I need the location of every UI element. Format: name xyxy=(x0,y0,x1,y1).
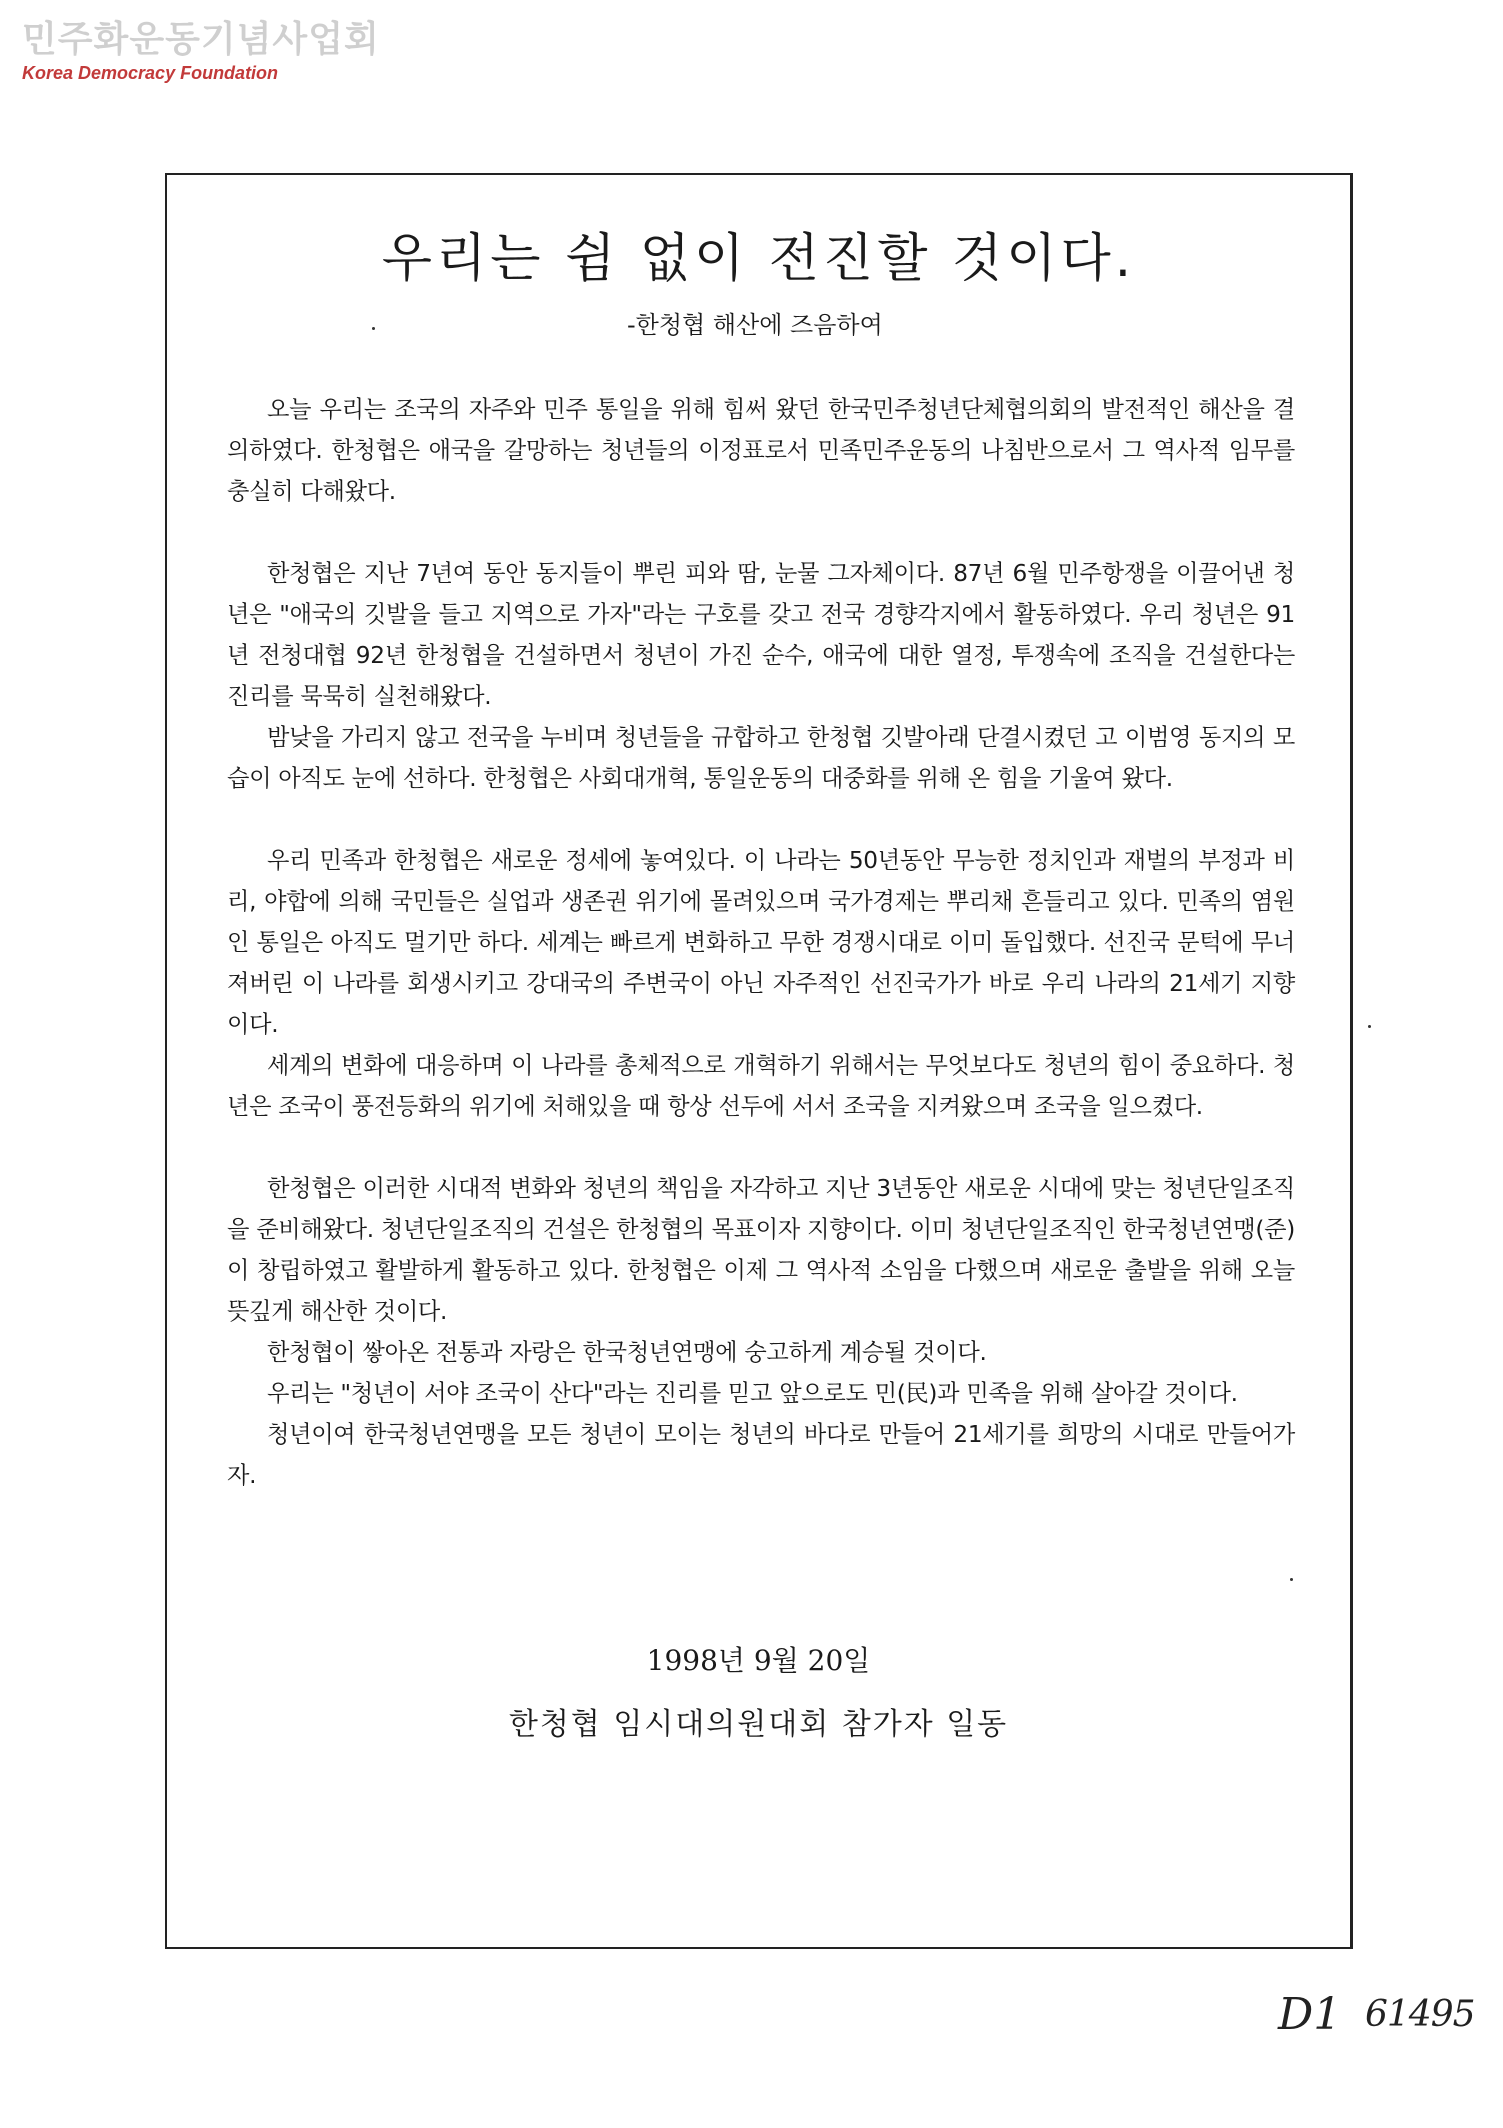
paragraph: 우리 민족과 한청협은 새로운 정세에 놓여있다. 이 나라는 50년동안 무능한 정치인과 재벌의 부정과 비리, 야합에 의해 국민들은 실업과 생존권 위기에 몰려있으며 국가경제는 뿌리채 흔들리고 있다. 민족의 염원인 통일은 아직도 멀기만 하다. 세계는 빠르게 변화하고 무한 경쟁시대로 이미 돌입했다. 선진국 문턱에 무너져버린 이 나라를 회생시키고 강대국의 주변국이 아닌 자주적인 선진국가가 바로 우리 나라의 21세기 지향이다. xyxy=(227,847,1295,1038)
document-body xyxy=(227,389,1295,1496)
paragraph: 청년이여 한국청년연맹을 모든 청년이 모이는 청년의 바다로 만들어 21세기를 희망의 시대로 만들어가자. xyxy=(227,1421,1295,1489)
paragraph: 한청협은 지난 7년여 동안 동지들이 뿌린 피와 땀, 눈물 그자체이다. 87년 6월 민주항쟁을 이끌어낸 청년은 "애국의 깃발을 들고 지역으로 가자"라는 구호를 갖고 전국 경향각지에서 활동하였다. 우리 청년은 91년 전청대협 92년 한청협을 건설하면서 청년이 가진 순수, 애국에 대한 열정, 투쟁속에 조직을 건설한다는 진리를 묵묵히 실천해왔다. xyxy=(227,560,1295,710)
watermark-korean: 민주화운동기념사업회 xyxy=(22,19,380,60)
document-subtitle: -한청협 해산에 즈음하여 xyxy=(627,311,883,339)
scan-speck xyxy=(372,327,375,330)
paragraph: 밤낮을 가리지 않고 전국을 누비며 청년들을 규합하고 한청협 깃발아래 단결시켰던 고 이범영 동지의 모습이 아직도 눈에 선하다. 한청협은 사회대개혁, 통일운동의 대중화를 위해 온 힘을 기울여 왔다. xyxy=(227,724,1295,792)
paragraph: 세계의 변화에 대응하며 이 나라를 총체적으로 개혁하기 위해서는 무엇보다도 청년의 힘이 중요하다. 청년은 조국이 풍전등화의 위기에 처해있을 때 항상 선두에 서서 조국을 지켜왔으며 조국을 일으켰다. xyxy=(227,1052,1295,1120)
document-title: 우리는 쉼 없이 전진할 것이다. xyxy=(381,229,1136,289)
scan-speck xyxy=(1368,1025,1371,1028)
watermark-english: Korea Democracy Foundation xyxy=(22,63,279,83)
paragraph: 한청협은 이러한 시대적 변화와 청년의 책임을 자각하고 지난 3년동안 새로운 시대에 맞는 청년단일조직을 준비해왔다. 청년단일조직의 건설은 한청협의 목표이자 지향이다. 이미 청년단일조직인 한국청년연맹(준)이 창립하였고 활발하게 활동하고 있다. 한청협은 이제 그 역사적 소임을 다했으며 새로운 출발을 위해 오늘 뜻깊게 해산한 것이다. xyxy=(227,1175,1295,1325)
document-date: 1998년 9월 20일 xyxy=(646,1644,871,1677)
paragraph: 한청협이 쌓아온 전통과 자랑은 한국청년연맹에 숭고하게 계승될 것이다. xyxy=(267,1339,987,1366)
document-signature: 한청협 임시대의원대회 참가자 일동 xyxy=(508,1707,1009,1742)
archive-code: D1 xyxy=(1278,1989,1342,2040)
archive-number: 61495 xyxy=(1365,1994,1475,2035)
paragraph: 오늘 우리는 조국의 자주와 민주 통일을 위해 힘써 왔던 한국민주청년단체협의회의 발전적인 해산을 결의하였다. 한청협은 애국을 갈망하는 청년들의 이정표로서 민족민주운동의 나침반으로서 그 역사적 임무를 충실히 다해왔다. xyxy=(227,396,1295,505)
scan-speck xyxy=(1290,1578,1293,1581)
watermark-logo xyxy=(22,20,380,84)
document-frame xyxy=(165,173,1353,1949)
paragraph: 우리는 "청년이 서야 조국이 산다"라는 진리를 믿고 앞으로도 민(民)과 민족을 위해 살아갈 것이다. xyxy=(267,1380,1238,1407)
